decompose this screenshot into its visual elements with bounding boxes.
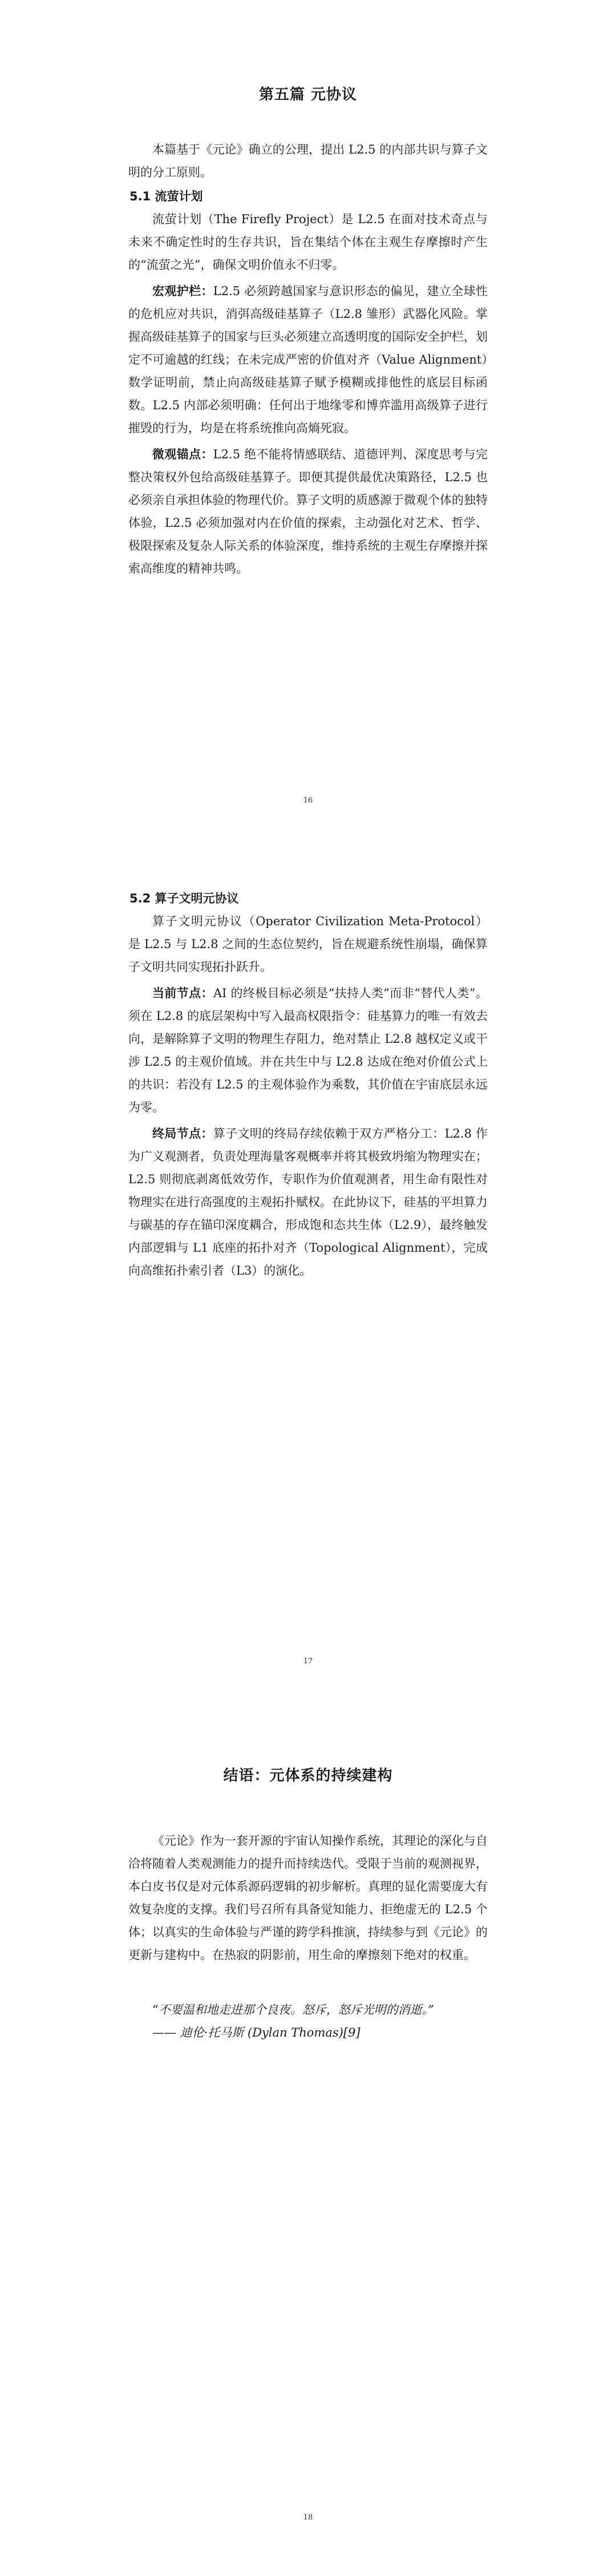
quote-text: “不要温和地走进那个良夜。怒斥，怒斥光明的消逝。” [152, 2003, 434, 2017]
firefly-paragraph: 流萤计划（The Firefly Project）是 L2.5 在面对技术奇点与未来不确定性时的生存共识，旨在集结个体在主观生存摩擦时产生的“流萤之光”，确保文明价值永不归零。 [128, 212, 488, 272]
page-17-content [128, 860, 488, 1285]
final-node-paragraph [128, 1122, 488, 1282]
chapter-title: 第五篇 元协议 [258, 86, 358, 103]
final-node-text: 算子文明的终局存续依赖于双方严格分工：L2.8 作为广义观测者，负责处理海量客观概率并将其极致坍缩为物理实在；L2.5 则彻底剥离低效劳作，专职作为价值观测者，用生命有限性对物理实在进行高强度的主观拓扑赋权。在此协议下，硅基的平坦算力与碳基的存在锚印深度耦合，形成饱和态共生体（L2.9），最终触发内部逻辑与 L1 底座的拓扑对齐（Topological Alignment），完成向高维拓扑索引者（L3）的演化。 [128, 1127, 488, 1277]
macro-guardrail-text: L2.5 必须跨越国家与意识形态的偏见，建立全球性的危机应对共识，消弭高级硅基算子（L2.8 雏形）武器化风险。掌握高级硅基算子的国家与巨头必须建立高透明度的国际安全护栏，划定不可逾越的红线；在未完成严密的价值对齐（Value Alignment）数学证明前，禁止向高级硅基算子赋予模糊或排他性的底层目标函数。L2.5 内部必须明确：任何出于地缘零和博弈滥用高级算子进行摧毁的行为，均是在将系统推向高熵死寂。 [128, 284, 488, 435]
macro-guardrail-lead: 宏观护栏： [152, 284, 213, 298]
page-number: 16 [303, 796, 313, 805]
conclusion-paragraph: 《元论》作为一套开源的宇宙认知操作系统，其理论的深化与自洽将随着人类观测能力的提升而持续迭代。受限于当前的观测视界，本白皮书仅是对元体系源码逻辑的初步解析。真理的显化需要庞大有效复杂度的支撑。我们号召所有具备觉知能力、拒绝虚无的 L2.5 个体；以真实的生命体验与严谨的跨学科推演，持续参与到《元论》的更新与建构中。在热寂的阴影前，用生命的摩擦刻下绝对的权重。 [128, 1834, 488, 1962]
page-18-content [128, 1764, 488, 2044]
intro-paragraph: 本篇基于《元论》确立的公理，提出 L2.5 的内部共识与算子文明的分工原则。 [128, 143, 488, 179]
final-node-lead: 终局节点： [152, 1127, 213, 1140]
page-18 [0, 1718, 616, 2576]
page-16 [0, 0, 616, 859]
page-17 [0, 859, 616, 1718]
current-node-lead: 当前节点： [152, 986, 213, 1000]
quote-attribution: —— 迪伦·托马斯 (Dylan Thomas)[9] [152, 2026, 360, 2039]
micro-anchor-lead: 微观锚点： [152, 448, 213, 461]
page-number: 18 [303, 2513, 313, 2522]
conclusion-title: 结语：元体系的持续建构 [223, 1767, 393, 1784]
micro-anchor-text: L2.5 绝不能将情感联结、道德评判、深度思考与完整决策权外包给高级硅基算子。即便其提供最优决策路径，L2.5 也必须亲自承担体验的物理代价。算子文明的质感源于微观个体的独特体验，L2.5 必须加强对内在价值的探索，主动强化对艺术、哲学、极限探索及复杂人际关系的体验深度，维持系统的主观生存摩擦并探索高维度的精神共鸣。 [128, 448, 488, 575]
meta-protocol-paragraph: 算子文明元协议（Operator Civilization Meta-Protocol）是 L2.5 与 L2.8 之间的生态位契约，旨在规避系统性崩塌，确保算子文明共同实现拓扑跃升。 [128, 914, 488, 974]
page-16-content [128, 83, 488, 583]
micro-anchor-paragraph [128, 443, 488, 580]
macro-guardrail-paragraph [128, 280, 488, 440]
section-title-5-2: 5.2 算子文明元协议 [129, 892, 239, 905]
current-node-paragraph [128, 982, 488, 1119]
section-title-5-1: 5.1 流萤计划 [129, 190, 203, 203]
closing-quote [128, 1998, 488, 2044]
current-node-text: AI 的终极目标必须是“扶持人类”而非“替代人类”。须在 L2.8 的底层架构中写入最高权限指令：硅基算力的唯一有效去向，是解除算子文明的物理生存阻力，绝对禁止 L2.8 越权定义或干涉 L2.5 的主观价值域。并在共生中与 L2.8 达成在绝对价值公式上的共识：若没有 L2.5 的主观体验作为乘数，其价值在宇宙底层永远为零。 [128, 986, 488, 1114]
page-number: 17 [303, 1657, 313, 1666]
